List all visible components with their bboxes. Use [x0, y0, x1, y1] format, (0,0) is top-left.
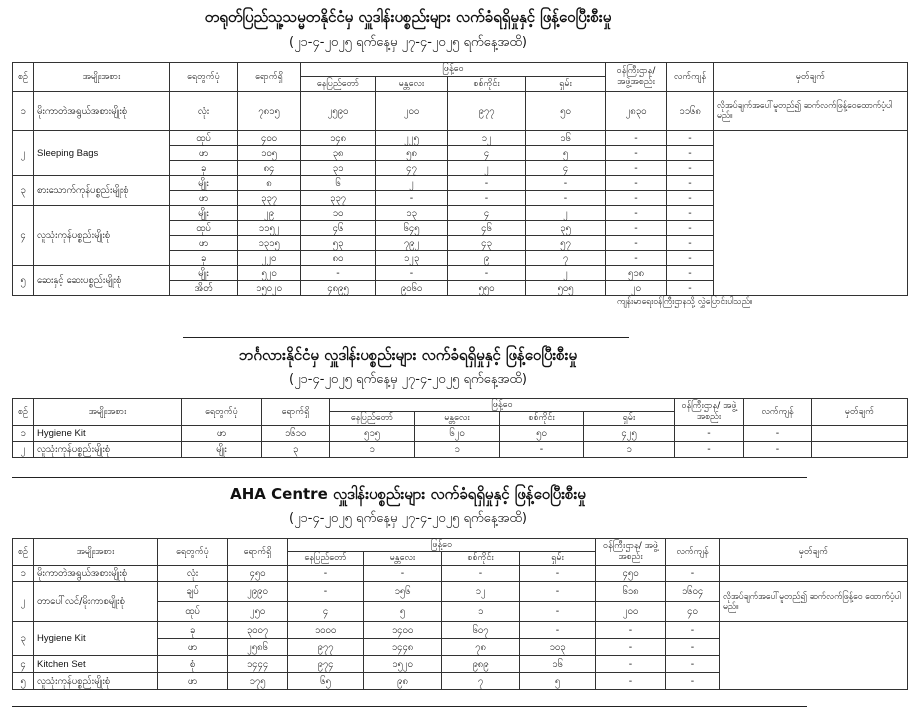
- cell-shan: ၅: [520, 673, 596, 690]
- cell-mdy: ၂၀၀: [376, 92, 448, 131]
- cell-balance: -: [667, 236, 714, 251]
- divider: [12, 477, 807, 478]
- cell-ministry: ၂၀: [606, 281, 667, 296]
- cell-sgg: ၉၈၉: [442, 656, 520, 673]
- header-remarks: မှတ်ချက်: [714, 63, 908, 92]
- cell-ministry: -: [606, 206, 667, 221]
- cell-received: ၁၅၀၂၀: [238, 281, 301, 296]
- cell-balance: -: [667, 266, 714, 281]
- cell-balance: -: [667, 281, 714, 296]
- header-received: ရောက်ရှိ: [228, 539, 288, 566]
- cell-item: တာပေါ်လင်/မိုးကာစမျိုးစုံ: [34, 582, 158, 622]
- cell-mdy: ၁၃: [376, 206, 448, 221]
- cell-ministry: -: [596, 656, 666, 673]
- cell-mdy: ၁၅၆: [364, 582, 442, 602]
- cell-unit: ခု: [170, 251, 238, 266]
- cell-received: ၂၂၀: [238, 251, 301, 266]
- cell-ministry: ၄၅၀: [596, 566, 666, 582]
- cell-balance: -: [667, 251, 714, 266]
- cell-received: ၁၀၅: [238, 146, 301, 161]
- cell-ministry: ၅၁၈: [606, 266, 667, 281]
- section1-title: တရုတ်ပြည်သူ့သမ္မတနိုင်ငံမှ လှူဒါန်းပစ္စည်းများ လက်ခံရရှိမှုနှင့် ဖြန့်ဝေပြီးစီးမှု: [204, 8, 612, 26]
- cell-sgg: ၅၀: [500, 426, 584, 442]
- cell-balance: -: [666, 639, 720, 656]
- header-received: ရောက်ရှိ: [238, 63, 301, 92]
- cell-balance: -: [667, 191, 714, 206]
- header-distributed: ဖြန့်ဝေ: [301, 63, 606, 77]
- cell-no: ၂: [13, 131, 34, 176]
- header-received: ရောက်ရှိ: [262, 399, 330, 426]
- cell-sgg: ၁၂: [442, 582, 520, 602]
- cell-received: ၄၅၀: [228, 566, 288, 582]
- cell-balance: -: [667, 221, 714, 236]
- header-balance: လက်ကျန်: [666, 539, 720, 566]
- cell-sgg: -: [442, 566, 520, 582]
- cell-no: ၁: [13, 92, 34, 131]
- cell-item: မိုးကာတဲအရွယ်အစားမျိုးစုံ: [34, 566, 158, 582]
- cell-item: လူသုံးကုန်ပစ္စည်းမျိုးစုံ: [34, 206, 170, 266]
- cell-received: ၁၇၅: [228, 673, 288, 690]
- cell-remarks: [812, 426, 908, 442]
- header-unit: ရေတွက်ပုံ: [158, 539, 228, 566]
- header-remarks: မှတ်ချက်: [720, 539, 908, 566]
- cell-sgg: -: [448, 191, 526, 206]
- cell-sgg: ၂: [448, 161, 526, 176]
- table-row: [13, 131, 908, 146]
- cell-sgg: -: [500, 442, 584, 458]
- cell-item: စားသောက်ကုန်ပစ္စည်းမျိုးစုံ: [34, 176, 170, 206]
- cell-item: Sleeping Bags: [34, 131, 170, 176]
- header-ministry: ဝန်ကြီးဌာန/ အဖွဲ့အစည်း: [606, 63, 667, 92]
- header-no: စဉ်: [13, 63, 34, 92]
- cell-npt: ၃၁: [301, 161, 376, 176]
- cell-received: ၁၃၁၅: [238, 236, 301, 251]
- header-shan: ရှမ်း: [584, 412, 675, 426]
- cell-balance: -: [667, 146, 714, 161]
- cell-unit: ချပ်: [158, 582, 228, 602]
- cell-shan: ၁၆: [520, 656, 596, 673]
- cell-ministry: -: [606, 191, 667, 206]
- header-sgg: စစ်ကိုင်း: [442, 552, 520, 566]
- section3-subtitle: (၂၁-၄-၂၀၂၅ ရက်နေ့မှ ၂၇-၄-၂၀၂၅ ရက်နေ့အထိ): [289, 511, 527, 526]
- cell-sgg: -: [448, 176, 526, 191]
- cell-balance: -: [666, 566, 720, 582]
- header-remarks: မှတ်ချက်: [812, 399, 908, 426]
- cell-ministry: -: [606, 131, 667, 146]
- cell-ministry: ၂၀၀: [596, 602, 666, 622]
- cell-sgg: ၄: [448, 206, 526, 221]
- cell-no: ၃: [13, 622, 34, 656]
- table-row: [13, 566, 908, 582]
- cell-balance: -: [744, 426, 812, 442]
- cell-remarks: [812, 442, 908, 458]
- header-npt: နေပြည်တော်: [288, 552, 364, 566]
- cell-mdy: -: [376, 266, 448, 281]
- cell-item: လူသုံးကုန်ပစ္စည်းမျိုးစုံ: [34, 673, 158, 690]
- cell-npt: ၃၃၇: [301, 191, 376, 206]
- cell-unit: ခု: [158, 622, 228, 639]
- cell-sgg: ၄၆: [448, 221, 526, 236]
- cell-ministry: -: [606, 236, 667, 251]
- cell-npt: ၁၀၀၀: [288, 622, 364, 639]
- table-row: [13, 426, 908, 442]
- cell-received: ၃၃၇: [238, 191, 301, 206]
- cell-mdy: ၆၂၀: [415, 426, 500, 442]
- cell-shan: -: [526, 191, 606, 206]
- cell-shan: ၁: [584, 442, 675, 458]
- cell-npt: ၄: [288, 602, 364, 622]
- cell-unit: ဖာ: [158, 639, 228, 656]
- cell-shan: ၄: [526, 161, 606, 176]
- cell-shan: ၄၂၅: [584, 426, 675, 442]
- cell-balance: ၄၀: [666, 602, 720, 622]
- divider: [183, 337, 629, 338]
- cell-received: ၂၉: [238, 206, 301, 221]
- cell-shan: ၅၀: [526, 92, 606, 131]
- cell-received: ၇၈၁၅: [238, 92, 301, 131]
- cell-mdy: ၁၅၂၀: [364, 656, 442, 673]
- cell-ministry: -: [596, 622, 666, 639]
- cell-shan: ၁၆: [526, 131, 606, 146]
- cell-no: ၁: [13, 426, 34, 442]
- cell-received: ၂၉၉၀: [228, 582, 288, 602]
- header-shan: ရှမ်း: [526, 77, 606, 92]
- cell-ministry: -: [675, 426, 744, 442]
- section2-table: [12, 398, 908, 458]
- cell-balance: ၁၁၆၈: [667, 92, 714, 131]
- cell-ministry: -: [606, 176, 667, 191]
- cell-mdy: ၇၉၂: [376, 236, 448, 251]
- cell-no: ၃: [13, 176, 34, 206]
- cell-no: ၁: [13, 566, 34, 582]
- cell-shan: ၇: [526, 251, 606, 266]
- cell-sgg: ၇: [442, 673, 520, 690]
- cell-ministry: -: [596, 673, 666, 690]
- cell-npt: ၁၄၈: [301, 131, 376, 146]
- cell-unit: ဖာ: [170, 236, 238, 251]
- cell-shan: -: [520, 566, 596, 582]
- cell-npt: ၉၇၇: [288, 639, 364, 656]
- cell-npt: ၂၅၉၀: [301, 92, 376, 131]
- cell-received: ၅၂၀: [238, 266, 301, 281]
- cell-shan: -: [526, 176, 606, 191]
- cell-balance: ၁၆၀၄: [666, 582, 720, 602]
- cell-unit: လုံး: [170, 92, 238, 131]
- cell-item: လူသုံးကုန်ပစ္စည်းမျိုးစုံ: [34, 442, 182, 458]
- header-type: အမျိုးအစား: [34, 63, 170, 92]
- cell-sgg: -: [448, 266, 526, 281]
- header-npt: နေပြည်တော်: [330, 412, 415, 426]
- header-sgg: စစ်ကိုင်း: [500, 412, 584, 426]
- cell-npt: ၄၈၉၅: [301, 281, 376, 296]
- cell-sgg: ၁: [442, 602, 520, 622]
- cell-npt: ၅၁၅: [330, 426, 415, 442]
- header-balance: လက်ကျန်: [667, 63, 714, 92]
- cell-sgg: ၄: [448, 146, 526, 161]
- cell-unit: ဖာ: [170, 191, 238, 206]
- cell-npt: ၆၅: [288, 673, 364, 690]
- header-type: အမျိုးအစား: [34, 399, 182, 426]
- cell-mdy: ၉၈: [364, 673, 442, 690]
- cell-shan: -: [520, 602, 596, 622]
- cell-unit: လုံး: [158, 566, 228, 582]
- table-row: [13, 92, 908, 131]
- cell-item: ဆေးနှင့် ဆေးပစ္စည်းမျိုးစုံ: [34, 266, 170, 296]
- cell-mdy: ၄၇: [376, 161, 448, 176]
- header-mdy: မန္တလေး: [364, 552, 442, 566]
- cell-no: ၅: [13, 673, 34, 690]
- cell-unit: ထုပ်: [170, 221, 238, 236]
- cell-sgg: ၁၂: [448, 131, 526, 146]
- cell-unit: ထုပ်: [170, 131, 238, 146]
- cell-unit: အိတ်: [170, 281, 238, 296]
- table-row: [13, 622, 908, 639]
- cell-unit: စုံ: [158, 656, 228, 673]
- cell-balance: -: [667, 176, 714, 191]
- cell-item: Hygiene Kit: [34, 426, 182, 442]
- cell-ministry: -: [606, 161, 667, 176]
- cell-remarks: လိုအပ်ချက်အပေါ်မူတည်၍ ဆက်လက်ဖြန့်ဝေ ထောက်ပံ့ပါမည်။: [720, 582, 908, 622]
- cell-npt: ၉၇၄: [288, 656, 364, 673]
- cell-ministry: ၆၁၈: [596, 582, 666, 602]
- header-unit: ရေတွက်ပုံ: [170, 63, 238, 92]
- cell-npt: ၄၆: [301, 221, 376, 236]
- cell-mdy: ၂: [376, 176, 448, 191]
- cell-unit: ဖာ: [182, 426, 262, 442]
- cell-sgg: ၅၅၀: [448, 281, 526, 296]
- header-mdy: မန္တလေး: [415, 412, 500, 426]
- cell-received: ၈၄: [238, 161, 301, 176]
- cell-npt: -: [301, 266, 376, 281]
- cell-mdy: ၁၂၃: [376, 251, 448, 266]
- cell-ministry: -: [596, 639, 666, 656]
- cell-npt: -: [288, 566, 364, 582]
- cell-no: ၄: [13, 656, 34, 673]
- section1-remarks-note2: ကျန်းမာရေးဝန်ကြီးဌာနသို့ လွှဲပြောင်းပါသည်။: [617, 297, 753, 307]
- cell-mdy: ၉၀၆၀: [376, 281, 448, 296]
- cell-remarks: [720, 622, 908, 690]
- cell-shan: ၃၅: [526, 221, 606, 236]
- section3-table: [12, 538, 908, 690]
- cell-balance: -: [667, 131, 714, 146]
- cell-balance: -: [666, 656, 720, 673]
- cell-shan: -: [520, 582, 596, 602]
- cell-mdy: -: [364, 566, 442, 582]
- cell-remarks: လိုအပ်ချက်အပေါ်မူတည်၍ ဆက်လက်ဖြန့်ဝေထောက်ပံ့ပါမည်။: [714, 92, 908, 131]
- header-ministry: ဝန်ကြီးဌာန/ အဖွဲ့အစည်း: [675, 399, 744, 426]
- cell-sgg: ၉: [448, 251, 526, 266]
- cell-no: ၂: [13, 442, 34, 458]
- header-ministry: ဝန်ကြီးဌာန/ အဖွဲ့အစည်း: [596, 539, 666, 566]
- cell-remarks: [720, 566, 908, 582]
- header-distributed: ဖြန့်ဝေ: [288, 539, 596, 552]
- cell-npt: ၅၃: [301, 236, 376, 251]
- section1-subtitle: (၂၁-၄-၂၀၂၅ ရက်နေ့မှ ၂၇-၄-၂၀၂၅ ရက်နေ့အထိ): [289, 35, 527, 50]
- cell-shan: ၂: [526, 266, 606, 281]
- cell-mdy: ၅: [364, 602, 442, 622]
- cell-npt: ၁: [330, 442, 415, 458]
- cell-item: Kitchen Set: [34, 656, 158, 673]
- cell-npt: -: [288, 582, 364, 602]
- cell-sgg: ၉၇၇: [448, 92, 526, 131]
- cell-mdy: ၁၄၄၈: [364, 639, 442, 656]
- table-row: [13, 442, 908, 458]
- divider: [12, 706, 807, 707]
- cell-npt: ၁၀: [301, 206, 376, 221]
- cell-balance: -: [666, 622, 720, 639]
- cell-received: ၁၄၄၄: [228, 656, 288, 673]
- cell-remarks-blank: [714, 131, 908, 296]
- cell-shan: ၁၀၃: [520, 639, 596, 656]
- cell-unit: ဖာ: [170, 146, 238, 161]
- cell-item: မိုးကာတဲအရွယ်အစားမျိုးစုံ: [34, 92, 170, 131]
- cell-balance: -: [744, 442, 812, 458]
- section2-subtitle: (၂၁-၄-၂၀၂၅ ရက်နေ့မှ ၂၇-၄-၂၀၂၅ ရက်နေ့အထိ): [289, 372, 527, 387]
- cell-unit: ထုပ်: [158, 602, 228, 622]
- cell-shan: -: [520, 622, 596, 639]
- cell-received: ၃၀၀၇: [228, 622, 288, 639]
- cell-sgg: ၄၃: [448, 236, 526, 251]
- header-balance: လက်ကျန်: [744, 399, 812, 426]
- cell-no: ၄: [13, 206, 34, 266]
- cell-balance: -: [666, 673, 720, 690]
- cell-unit: ဖာ: [158, 673, 228, 690]
- cell-shan: ၅၇: [526, 236, 606, 251]
- cell-balance: -: [667, 206, 714, 221]
- header-unit: ရေတွက်ပုံ: [182, 399, 262, 426]
- cell-npt: ၈၀: [301, 251, 376, 266]
- section3-title: AHA Centre လှူဒါန်းပစ္စည်းများ လက်ခံရရှိမှုနှင့် ဖြန့်ဝေပြီးစီးမှု: [230, 485, 586, 503]
- cell-unit: မျိုး: [170, 206, 238, 221]
- header-npt: နေပြည်တော်: [301, 77, 376, 92]
- cell-ministry: -: [606, 251, 667, 266]
- cell-ministry: -: [606, 221, 667, 236]
- cell-no: ၂: [13, 582, 34, 622]
- header-distributed: ဖြန့်ဝေ: [330, 399, 675, 412]
- cell-unit: မျိုး: [182, 442, 262, 458]
- cell-npt: ၃၈: [301, 146, 376, 161]
- cell-unit: ခု: [170, 161, 238, 176]
- cell-mdy: ၁၄၀၀: [364, 622, 442, 639]
- cell-mdy: ၁: [415, 442, 500, 458]
- table-row: [13, 582, 908, 602]
- cell-shan: ၅: [526, 146, 606, 161]
- header-no: စဉ်: [13, 399, 34, 426]
- cell-received: ၄၀၀: [238, 131, 301, 146]
- cell-ministry: -: [606, 146, 667, 161]
- section2-title: ဘင်္ဂလားနိုင်ငံမှ လှူဒါန်းပစ္စည်းများ လက်ခံရရှိမှုနှင့် ဖြန့်ဝေပြီးစီးမှု: [238, 346, 578, 364]
- cell-ministry: ၂၈၃၀: [606, 92, 667, 131]
- header-shan: ရှမ်း: [520, 552, 596, 566]
- cell-unit: မျိုး: [170, 176, 238, 191]
- cell-unit: မျိုး: [170, 266, 238, 281]
- cell-received: ၈: [238, 176, 301, 191]
- cell-npt: ၆: [301, 176, 376, 191]
- section1-table: [12, 62, 908, 296]
- cell-mdy: ၂၂၅: [376, 131, 448, 146]
- cell-ministry: -: [675, 442, 744, 458]
- cell-sgg: ၇၈: [442, 639, 520, 656]
- cell-item: Hygiene Kit: [34, 622, 158, 656]
- cell-mdy: -: [376, 191, 448, 206]
- cell-received: ၁၁၅၂: [238, 221, 301, 236]
- header-type: အမျိုးအစား: [34, 539, 158, 566]
- cell-received: ၂၅၀: [228, 602, 288, 622]
- cell-shan: ၅၀၅: [526, 281, 606, 296]
- cell-no: ၅: [13, 266, 34, 296]
- cell-mdy: ၆၄၅: [376, 221, 448, 236]
- cell-received: ၂၅၈၆: [228, 639, 288, 656]
- header-sgg: စစ်ကိုင်း: [448, 77, 526, 92]
- header-mdy: မန္တလေး: [376, 77, 448, 92]
- cell-shan: ၂: [526, 206, 606, 221]
- cell-received: ၁၆၁၀: [262, 426, 330, 442]
- cell-received: ၃: [262, 442, 330, 458]
- header-no: စဉ်: [13, 539, 34, 566]
- cell-mdy: ၅၈: [376, 146, 448, 161]
- cell-sgg: ၆၀၇: [442, 622, 520, 639]
- cell-balance: -: [667, 161, 714, 176]
